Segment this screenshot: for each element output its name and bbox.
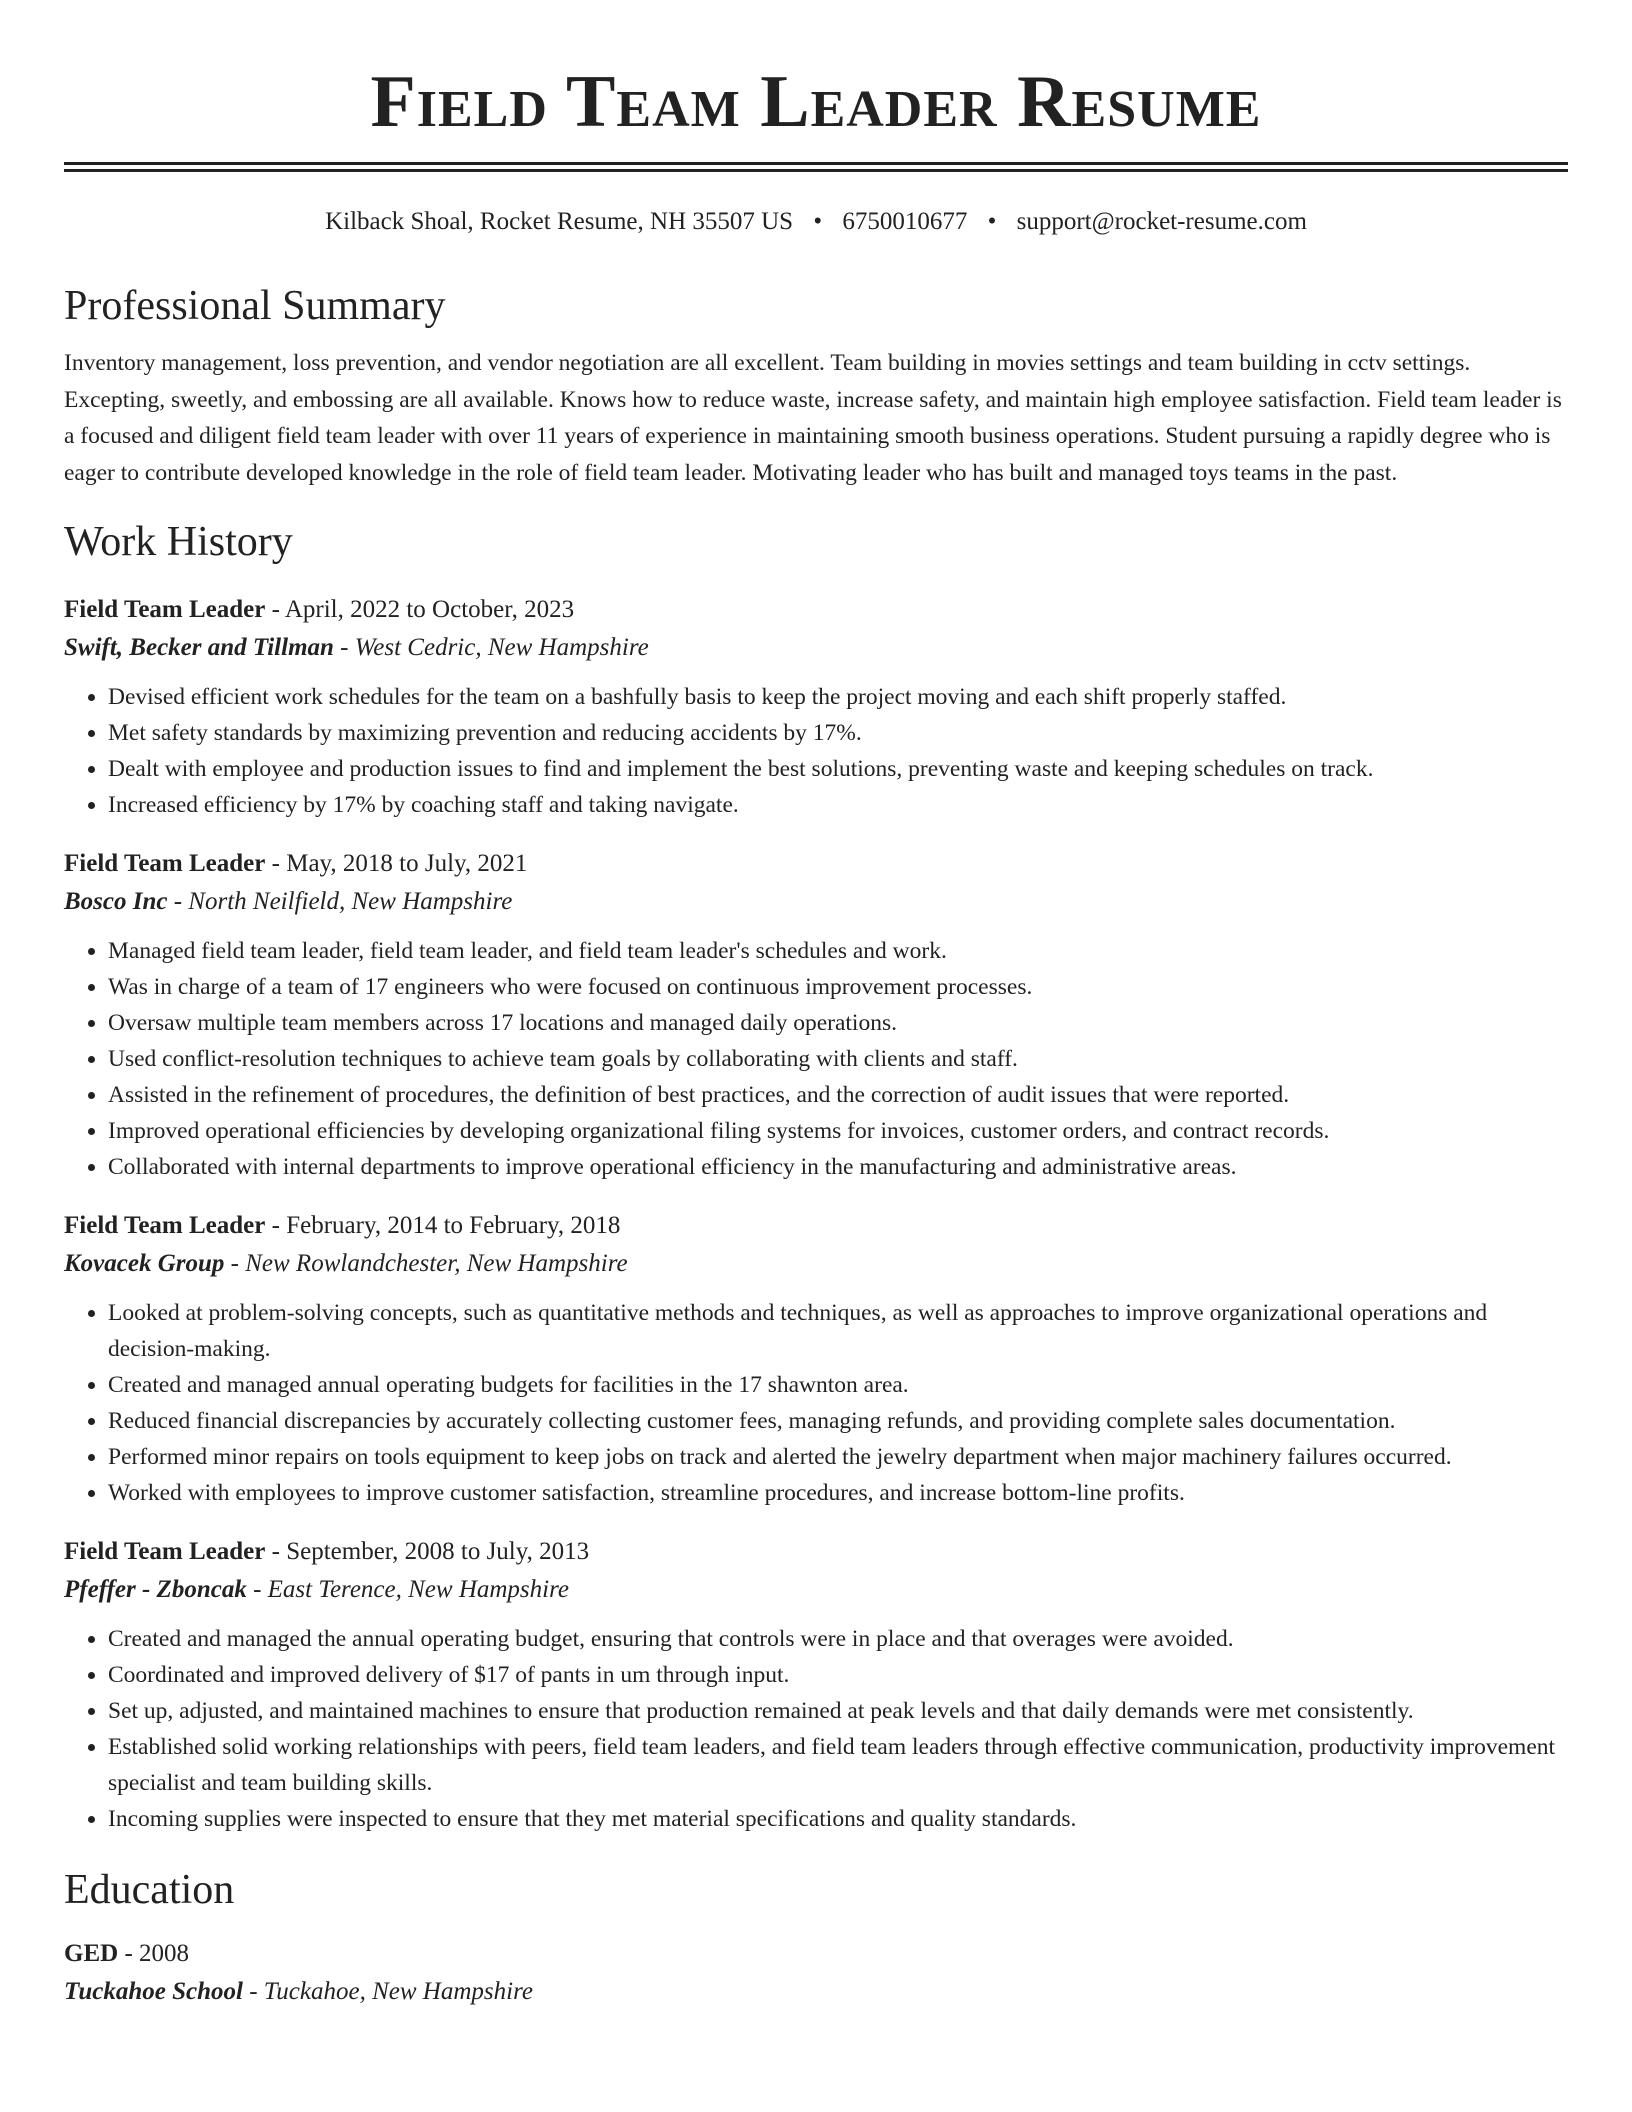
job-bullets	[64, 1295, 1568, 1511]
job-bullet: • Oversaw multiple team members across 17 locations and managed daily operations.	[108, 1005, 1568, 1041]
job-title-line	[64, 1207, 1568, 1245]
job-bullet: • Assisted in the refinement of procedures, the definition of best practices, and the correction of audit issues that were reported.	[108, 1077, 1568, 1113]
job-role: Field Team Leader	[64, 850, 266, 877]
job-title-line	[64, 591, 1568, 629]
education-year: - 2008	[118, 1940, 190, 1967]
job-bullet: • Performed minor repairs on tools equipment to keep jobs on track and alerted the jewelry department when major machinery failures occurred.	[108, 1439, 1568, 1475]
job-company: Swift, Becker and Tillman	[64, 634, 334, 661]
job-location: - West Cedric, New Hampshire	[333, 634, 649, 661]
job-bullet: • Established solid working relationships with peers, field team leaders, and field team leaders through effective communication, productivity improvement specialist and team building skills.	[108, 1729, 1568, 1801]
job-company: Bosco Inc	[64, 888, 168, 915]
education-entry	[64, 1935, 1568, 2011]
job-bullet: • Improved operational efficiencies by developing organizational filing systems for invoices, customer orders, and contract records.	[108, 1113, 1568, 1149]
job-entry	[64, 591, 1568, 823]
job-entry	[64, 1207, 1568, 1511]
job-company-line	[64, 1245, 1568, 1283]
contact-separator: •	[987, 208, 997, 235]
contact-email: support@rocket-resume.com	[1016, 208, 1307, 235]
job-title-line	[64, 1533, 1568, 1571]
job-dates: - February, 2014 to February, 2018	[265, 1212, 621, 1239]
job-bullet: • Set up, adjusted, and maintained machines to ensure that production remained at peak levels and that daily demands were met consistently.	[108, 1693, 1568, 1729]
job-bullet: • Dealt with employee and production issues to find and implement the best solutions, preventing waste and keeping schedules on track.	[108, 751, 1568, 787]
job-bullet: • Coordinated and improved delivery of $17 of pants in um through input.	[108, 1657, 1568, 1693]
job-bullet: • Created and managed annual operating budgets for facilities in the 17 shawnton area.	[108, 1367, 1568, 1403]
summary-text: Inventory management, loss prevention, and vendor negotiation are all excellent. Team building in movies settings and team building in cctv settings. Excepting, sweetly, and embossing are all available. Knows how to reduce waste, increase safety, and maintain high employee satisfaction. Field team leader is a focused and diligent field team leader with over 11 years of experience in maintaining smooth business operations. Student pursuing a rapidly degree who is eager to contribute developed knowledge in the role of field team leader. Motivating leader who has built and managed toys teams in the past.	[64, 350, 1562, 486]
job-dates: - September, 2008 to July, 2013	[265, 1538, 590, 1565]
job-entry	[64, 845, 1568, 1185]
job-bullet: • Met safety standards by maximizing prevention and reducing accidents by 17%.	[108, 715, 1568, 751]
job-dates: - May, 2018 to July, 2021	[265, 850, 528, 877]
job-company-line	[64, 1571, 1568, 1609]
job-bullets	[64, 679, 1568, 823]
education-heading: Education	[64, 1867, 235, 1913]
job-bullet: • Collaborated with internal departments to improve operational efficiency in the manufacturing and administrative areas.	[108, 1149, 1568, 1185]
job-bullet: • Devised efficient work schedules for the team on a bashfully basis to keep the project moving and each shift properly staffed.	[108, 679, 1568, 715]
job-bullet: • Incoming supplies were inspected to ensure that they met material specifications and quality standards.	[108, 1801, 1568, 1837]
job-bullets	[64, 1621, 1568, 1837]
job-bullets	[64, 933, 1568, 1185]
job-bullet: • Worked with employees to improve customer satisfaction, streamline procedures, and increase bottom-line profits.	[108, 1475, 1568, 1511]
job-bullet: • Created and managed the annual operating budget, ensuring that controls were in place and that overages were avoided.	[108, 1621, 1568, 1657]
contact-address: Kilback Shoal, Rocket Resume, NH 35507 US	[325, 208, 794, 235]
education-degree-line	[64, 1935, 1568, 1973]
job-location: - North Neilfield, New Hampshire	[167, 888, 513, 915]
contact-separator: •	[813, 208, 823, 235]
work-history-heading: Work History	[64, 519, 293, 565]
job-role: Field Team Leader	[64, 1212, 266, 1239]
job-company: Kovacek Group	[64, 1250, 225, 1277]
job-role: Field Team Leader	[64, 596, 266, 623]
summary-heading: Professional Summary	[64, 283, 446, 329]
contact-line	[64, 205, 1568, 239]
job-bullet: • Managed field team leader, field team leader, and field team leader's schedules and work.	[108, 933, 1568, 969]
education-degree: GED	[64, 1940, 119, 1967]
job-bullet: • Looked at problem-solving concepts, such as quantitative methods and techniques, as well as approaches to improve organizational operations and decision-making.	[108, 1295, 1568, 1367]
job-bullet: • Increased efficiency by 17% by coaching staff and taking navigate.	[108, 787, 1568, 823]
job-company: Pfeffer - Zboncak	[64, 1576, 247, 1603]
work-history-list	[64, 591, 1568, 1837]
job-location: - New Rowlandchester, New Hampshire	[224, 1250, 628, 1277]
education-school-line	[64, 1973, 1568, 2011]
title-divider	[64, 162, 1568, 172]
job-company-line	[64, 883, 1568, 921]
job-bullet: • Was in charge of a team of 17 engineers who were focused on continuous improvement processes.	[108, 969, 1568, 1005]
contact-phone: 6750010677	[842, 208, 968, 235]
job-dates: - April, 2022 to October, 2023	[265, 596, 575, 623]
education-location: - Tuckahoe, New Hampshire	[242, 1978, 533, 2005]
page-title: Field Team Leader Resume	[370, 61, 1262, 143]
job-bullet: • Used conflict-resolution techniques to achieve team goals by collaborating with clients and staff.	[108, 1041, 1568, 1077]
job-company-line	[64, 629, 1568, 667]
education-school: Tuckahoe School	[64, 1978, 243, 2005]
job-bullet: • Reduced financial discrepancies by accurately collecting customer fees, managing refunds, and providing complete sales documentation.	[108, 1403, 1568, 1439]
job-title-line	[64, 845, 1568, 883]
job-role: Field Team Leader	[64, 1538, 266, 1565]
job-location: - East Terence, New Hampshire	[246, 1576, 570, 1603]
job-entry	[64, 1533, 1568, 1837]
